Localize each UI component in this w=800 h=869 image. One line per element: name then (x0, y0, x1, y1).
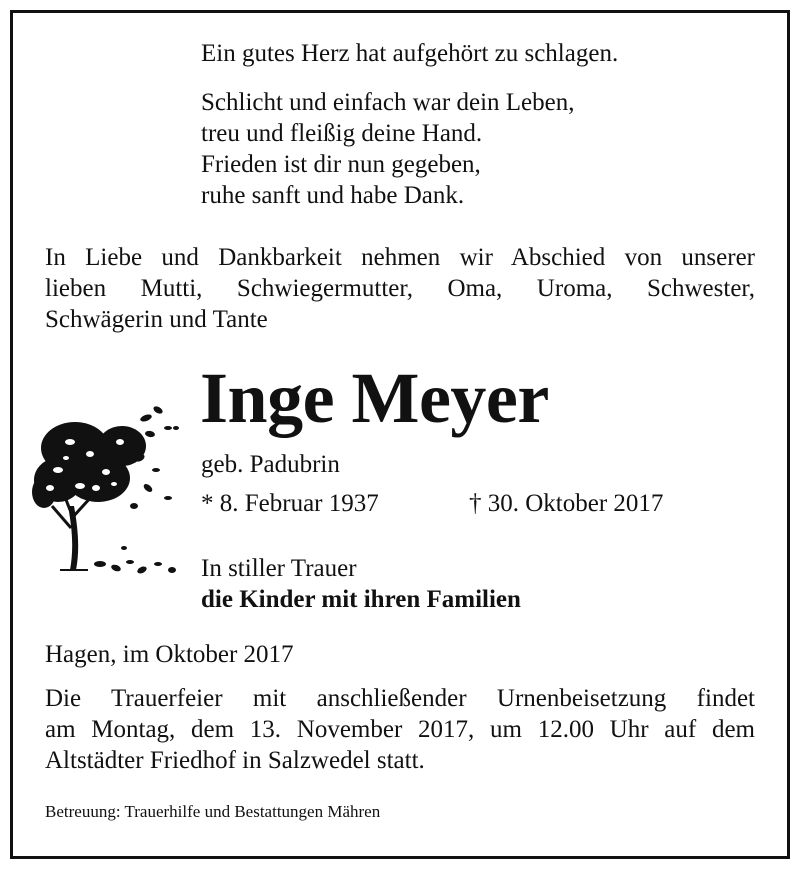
poem-line-4: Frieden ist dir nun gegeben, (201, 151, 481, 178)
place-date: Hagen, im Oktober 2017 (45, 641, 294, 668)
windblown-tree-icon (30, 388, 190, 588)
poem-line-3: treu und fleißig deine Hand. (201, 120, 483, 147)
intro-line-2: lieben Mutti, Schwiegermutter, Oma, Uroma, Schwester, (45, 275, 755, 302)
birth-name: geb. Padubrin (201, 451, 340, 478)
poem-line-5: ruhe sanft und habe Dank. (201, 182, 465, 209)
death-date: † 30. Oktober 2017 (469, 490, 664, 517)
mourners-line-2: die Kinder mit ihren Familien (201, 586, 521, 613)
service-line-1: Die Trauerfeier mit anschließender Urnenbeisetzung findet (45, 685, 755, 712)
service-line-2: am Montag, dem 13. November 2017, um 12.00 Uhr auf dem (45, 716, 755, 743)
mourners-line-1: In stiller Trauer (201, 555, 357, 582)
service-line-3: Altstädter Friedhof in Salzwedel statt. (45, 747, 425, 774)
footer-credit: Betreuung: Trauerhilfe und Bestattungen Mähren (45, 802, 381, 821)
intro-line-3: Schwägerin und Tante (45, 306, 268, 333)
poem-line-2: Schlicht und einfach war dein Leben, (201, 89, 575, 116)
intro-line-1: In Liebe und Dankbarkeit nehmen wir Abschied von unserer (45, 244, 755, 271)
birth-date: * 8. Februar 1937 (201, 490, 379, 517)
poem-line-1: Ein gutes Herz hat aufgehört zu schlagen. (201, 40, 619, 67)
deceased-name: Inge Meyer (200, 358, 549, 438)
